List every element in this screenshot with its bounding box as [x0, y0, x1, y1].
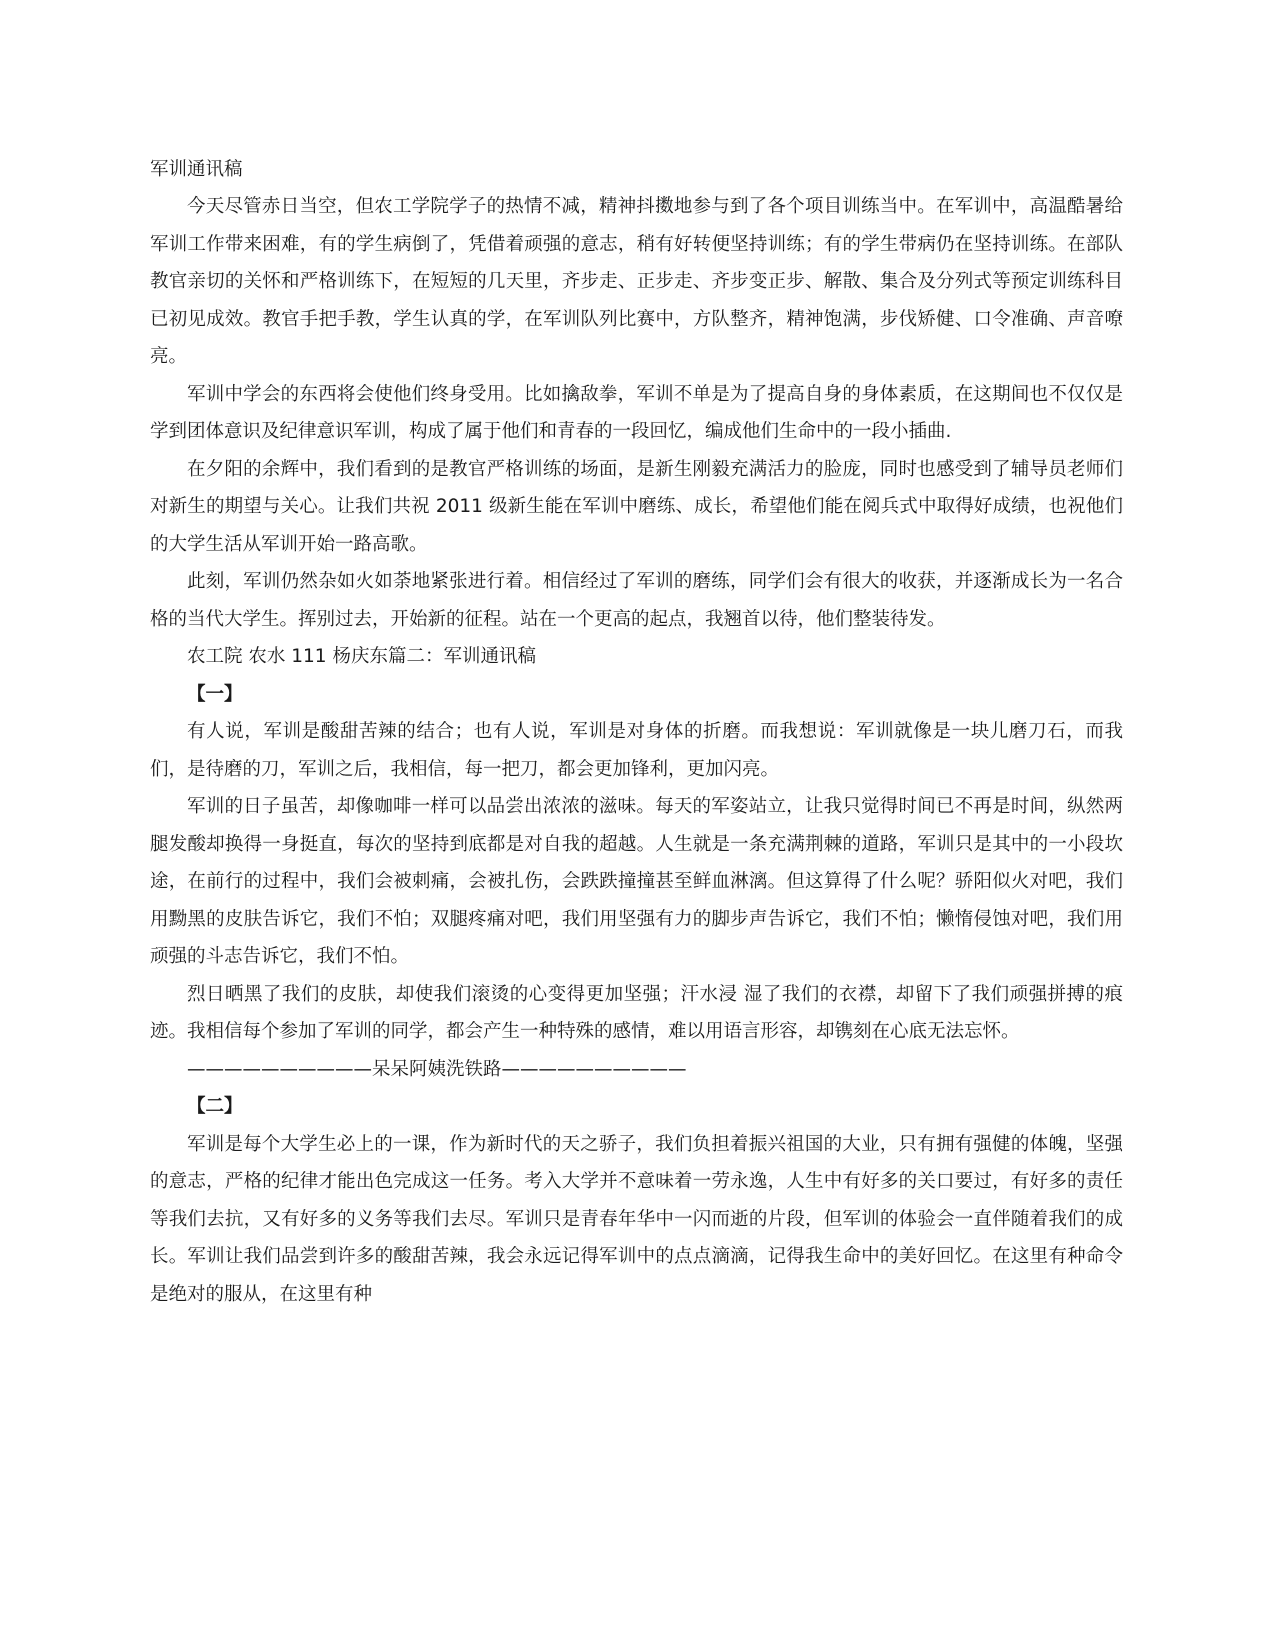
paragraph: 军训是每个大学生必上的一课，作为新时代的天之骄子，我们负担着振兴祖国的大业，只有拥有强健的体魄，坚强的意志，严格的纪律才能出色完成这一任务。考入大学并不意味着一劳永逸，人生中有好多的关口要过，有好多的责任等我们去抗，又有好多的义务等我们去尽。军训只是青春年华中一闪而逝的片段，但军训的体验会一直伴随着我们的成长。军训让我们品尝到许多的酸甜苦辣，我会永远记得军训中的点点滴滴，记得我生命中的美好回忆。在这里有种命令是绝对的服从，在这里有种: [150, 1133, 1123, 1305]
section-heading-2: 【二】: [187, 1096, 243, 1117]
document-title: 军训通讯稿: [150, 159, 243, 180]
paragraph: 军训的日子虽苦，却像咖啡一样可以品尝出浓浓的滋味。每天的军姿站立，让我只觉得时间已不再是时间，纵然两腿发酸却换得一身挺直，每次的坚持到底都是对自我的超越。人生就是一条充满荆棘的道路，军训只是其中的一小段坎途，在前行的过程中，我们会被刺痛，会被扎伤，会跌跌撞撞甚至鲜血淋漓。但这算得了什么呢？骄阳似火对吧，我们用黝黑的皮肤告诉它，我们不怕；双腿疼痛对吧，我们用坚强有力的脚步声告诉它，我们不怕；懒惰侵蚀对吧，我们用顽强的斗志告诉它，我们不怕。: [150, 796, 1123, 967]
paragraph: 军训中学会的东西将会使他们终身受用。比如擒敌拳，军训不单是为了提高自身的身体素质，在这期间也不仅仅是学到团体意识及纪律意识军训，构成了属于他们和青春的一段回忆，编成他们生命中的一段小插曲.: [150, 383, 1123, 442]
section-heading-1: 【一】: [187, 683, 243, 705]
paragraph: 有人说，军训是酸甜苦辣的结合；也有人说，军训是对身体的折磨。而我想说：军训就像是一块儿磨刀石，而我们，是待磨的刀，军训之后，我相信，每一把刀，都会更加锋利，更加闪亮。: [150, 721, 1123, 780]
document-page: [150, 151, 1123, 1313]
paragraph: 在夕阳的余辉中，我们看到的是教官严格训练的场面，是新生刚毅充满活力的脸庞，同时也感受到了辅导员老师们对新生的期望与关心。让我们共祝 2011 级新生能在军训中磨练、成长，希望他们能在阅兵式中取得好成绩，也祝他们的大学生活从军训开始一路高歌。: [150, 458, 1123, 555]
paragraph: 烈日晒黑了我们的皮肤，却使我们滚烫的心变得更加坚强；汗水浸 湿了我们的衣襟，却留下了我们顽强拼搏的痕迹。我相信每个参加了军训的同学，都会产生一种特殊的感情，难以用语言形容，却镌刻在心底无法忘怀。: [150, 983, 1123, 1042]
byline: 农工院 农水 111 杨庆东篇二：军训通讯稿: [187, 646, 536, 667]
paragraph: 此刻，军训仍然杂如火如荼地紧张进行着。相信经过了军训的磨练，同学们会有很大的收获，并逐渐成长为一名合格的当代大学生。挥别过去，开始新的征程。站在一个更高的起点，我翘首以待，他们整装待发。: [150, 571, 1123, 630]
signature-line: ——————————呆呆阿姨洗铁路——————————: [187, 1058, 687, 1080]
paragraph: 今天尽管赤日当空，但农工学院学子的热情不减，精神抖擞地参与到了各个项目训练当中。在军训中，高温酷暑给军训工作带来困难，有的学生病倒了，凭借着顽强的意志，稍有好转便坚持训练；有的学生带病仍在坚持训练。在部队教官亲切的关怀和严格训练下，在短短的几天里，齐步走、正步走、齐步变正步、解散、集合及分列式等预定训练科目已初见成效。教官手把手教，学生认真的学，在军训队列比赛中，方队整齐，精神饱满，步伐矫健、口令准确、声音嘹亮。: [150, 196, 1123, 367]
